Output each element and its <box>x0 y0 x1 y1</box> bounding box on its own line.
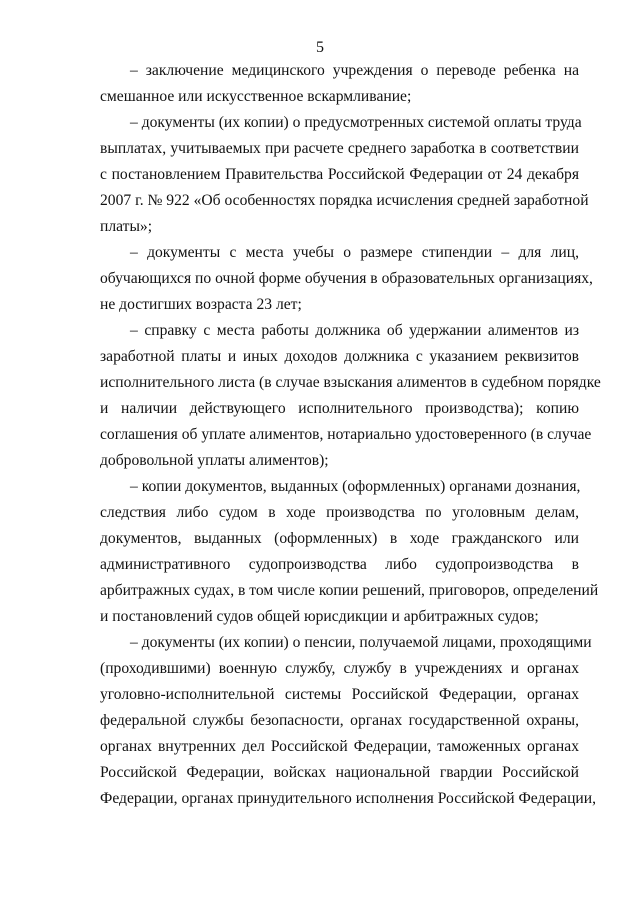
text-line: – заключение медицинского учреждения о переводе ребенка на <box>130 62 579 79</box>
text-line: не достигших возраста 23 лет; <box>100 296 302 313</box>
text-line: – документы (их копии) о предусмотренных системой оплаты труда <box>130 114 582 131</box>
text-line: – копии документов, выданных (оформленных) органами дознания, <box>130 478 581 495</box>
text-line: органах внутренних дел Российской Федерации, таможенных органах <box>100 738 579 755</box>
text-line: платы»; <box>100 218 153 235</box>
paragraph <box>100 110 589 240</box>
text-line: – документы (их копии) о пенсии, получаемой лицами, проходящими <box>130 634 592 651</box>
text-line: – справку с места работы должника об удержании алиментов из <box>130 322 579 339</box>
text-line: административного судопроизводства либо судопроизводства в <box>100 556 579 573</box>
paragraph <box>100 58 579 110</box>
page-number: 5 <box>316 39 324 56</box>
text-line: – документы с места учебы о размере стипендии – для лиц, <box>130 244 579 261</box>
text-line: с постановлением Правительства Российской Федерации от 24 декабря <box>100 166 579 183</box>
text-line: уголовно-исполнительной системы Российской Федерации, органах <box>100 686 579 703</box>
text-line: обучающихся по очной форме обучения в образовательных организациях, <box>100 270 593 287</box>
text-line: Российской Федерации, войсках национальной гвардии Российской <box>100 764 579 781</box>
document-body <box>100 58 601 812</box>
text-line: и постановлений судов общей юрисдикции и арбитражных судов; <box>100 608 539 625</box>
text-line: следствия либо судом в ходе производства по уголовным делам, <box>100 504 579 521</box>
text-line: смешанное или искусственное вскармливание; <box>100 88 412 105</box>
text-line: и наличии действующего исполнительного производства); копию <box>100 400 579 417</box>
text-line: 2007 г. № 922 «Об особенностях порядка исчисления средней заработной <box>100 192 589 209</box>
text-line: исполнительного листа (в случае взыскания алиментов в судебном порядке <box>100 374 601 391</box>
text-line: федеральной службы безопасности, органах государственной охраны, <box>100 712 579 729</box>
text-line: заработной платы и иных доходов должника с указанием реквизитов <box>100 348 579 365</box>
paragraph <box>100 630 597 812</box>
paragraph <box>100 240 593 318</box>
text-line: Федерации, органах принудительного исполнения Российской Федерации, <box>100 790 597 807</box>
text-line: соглашения об уплате алиментов, нотариально удостоверенного (в случае <box>100 426 592 443</box>
text-line: документов, выданных (оформленных) в ходе гражданского или <box>100 530 579 547</box>
text-line: (проходившими) военную службу, службу в учреждениях и органах <box>100 660 579 677</box>
paragraph <box>100 318 601 474</box>
text-line: выплатах, учитываемых при расчете среднего заработка в соответствии <box>100 140 579 157</box>
paragraph <box>100 474 599 630</box>
text-line: арбитражных судах, в том числе копии решений, приговоров, определений <box>100 582 599 599</box>
text-line: добровольной уплаты алиментов); <box>100 452 329 469</box>
